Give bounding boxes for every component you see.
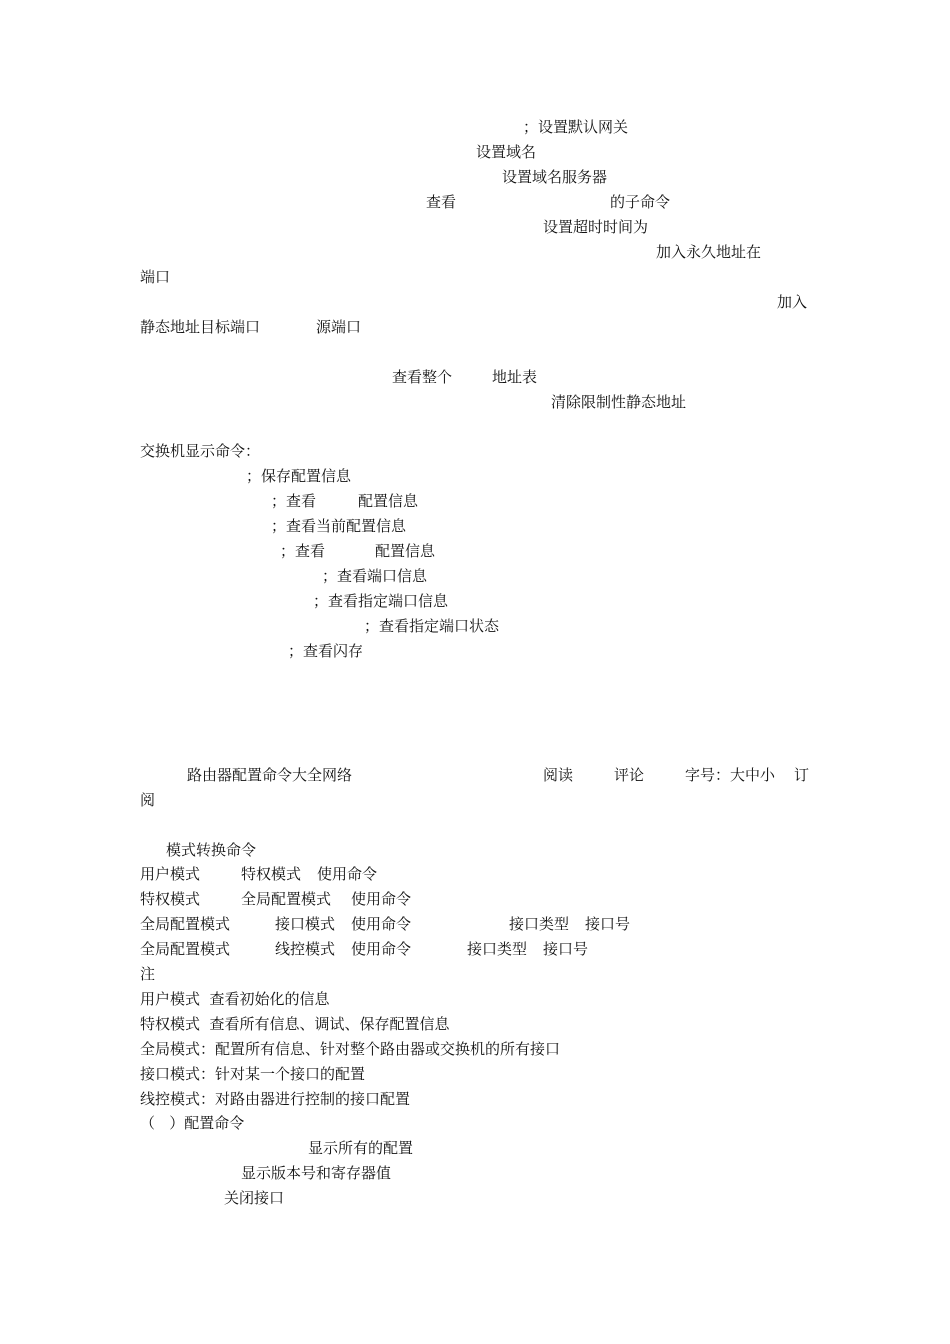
switch-item: ；查看端口信息 bbox=[322, 567, 428, 585]
switch-item: 配置信息 bbox=[358, 492, 419, 510]
mode-row-cell: 全局配置模式 bbox=[241, 890, 332, 908]
switch-item: ；保存配置信息 bbox=[246, 467, 352, 485]
mode-desc: 接口模式：针对某一个接口的配置 bbox=[140, 1065, 366, 1083]
subcommand-text: 的子命令 bbox=[610, 193, 671, 211]
subscribe-link-cont[interactable]: 阅 bbox=[140, 791, 156, 809]
switch-item: ；查看指定端口状态 bbox=[364, 617, 500, 635]
view-whole-text: 查看整个 bbox=[392, 368, 453, 386]
note-label: 注 bbox=[140, 965, 156, 983]
switch-item: ；查看当前配置信息 bbox=[271, 517, 407, 535]
mode-row-cell: 接口号 bbox=[585, 915, 631, 933]
switch-item: ；查看指定端口信息 bbox=[313, 592, 449, 610]
mode-row-cell: 特权模式 bbox=[241, 865, 302, 883]
modes-heading: 模式转换命令 bbox=[166, 841, 257, 859]
mode-desc: 线控模式：对路由器进行控制的接口配置 bbox=[140, 1090, 411, 1108]
addr-table-text: 地址表 bbox=[492, 368, 538, 386]
add-permanent-text: 加入永久地址在 bbox=[656, 243, 762, 261]
mode-row-cell: 接口模式 bbox=[275, 915, 336, 933]
mode-row-cell: 全局配置模式 bbox=[140, 940, 231, 958]
mode-row-cell: 接口号 bbox=[543, 940, 589, 958]
mode-row-cell: 使用命令 bbox=[351, 890, 412, 908]
config-shutdown: 关闭接口 bbox=[224, 1189, 285, 1207]
switch-item: ；查看 bbox=[280, 542, 326, 560]
config-show-version: 显示版本号和寄存器值 bbox=[241, 1164, 392, 1182]
mode-desc: 用户模式 查看初始化的信息 bbox=[140, 990, 330, 1008]
port-text: 端口 bbox=[140, 268, 171, 286]
switch-item: ；查看 bbox=[271, 492, 317, 510]
comment-link[interactable]: 评论 bbox=[614, 766, 645, 784]
mode-row-cell: 用户模式 bbox=[140, 865, 201, 883]
font-size-control[interactable]: 字号：大中小 bbox=[685, 766, 776, 784]
config-show-all: 显示所有的配置 bbox=[308, 1139, 414, 1157]
dns-server-text: 设置域名服务器 bbox=[502, 168, 608, 186]
clear-static-text: 清除限制性静态地址 bbox=[551, 393, 687, 411]
config-heading: （ ）配置命令 bbox=[140, 1114, 245, 1132]
switch-item: ；查看闪存 bbox=[288, 642, 364, 660]
mode-row-cell: 使用命令 bbox=[351, 915, 412, 933]
mode-row-cell: 接口类型 bbox=[467, 940, 528, 958]
mode-row-cell: 全局配置模式 bbox=[140, 915, 231, 933]
mode-row-cell: 接口类型 bbox=[509, 915, 570, 933]
switch-display-heading: 交换机显示命令： bbox=[140, 442, 261, 460]
src-port-text: 源端口 bbox=[316, 318, 362, 336]
gateway-text: ；设置默认网关 bbox=[523, 118, 629, 136]
switch-item: 配置信息 bbox=[375, 542, 436, 560]
mode-row-cell: 使用命令 bbox=[317, 865, 378, 883]
article-title: 路由器配置命令大全网络 bbox=[187, 766, 353, 784]
read-link[interactable]: 阅读 bbox=[543, 766, 574, 784]
static-addr-text: 静态地址目标端口 bbox=[140, 318, 261, 336]
add-text: 加入 bbox=[777, 293, 808, 311]
mode-row-cell: 使用命令 bbox=[351, 940, 412, 958]
mode-row-cell: 特权模式 bbox=[140, 890, 201, 908]
timeout-text: 设置超时时间为 bbox=[543, 218, 649, 236]
subscribe-link[interactable]: 订 bbox=[794, 766, 810, 784]
mode-row-cell: 线控模式 bbox=[275, 940, 336, 958]
mode-desc: 特权模式 查看所有信息、调试、保存配置信息 bbox=[140, 1015, 450, 1033]
mode-desc: 全局模式：配置所有信息、针对整个路由器或交换机的所有接口 bbox=[140, 1040, 561, 1058]
domain-name-text: 设置域名 bbox=[476, 143, 537, 161]
view-label: 查看 bbox=[426, 193, 457, 211]
